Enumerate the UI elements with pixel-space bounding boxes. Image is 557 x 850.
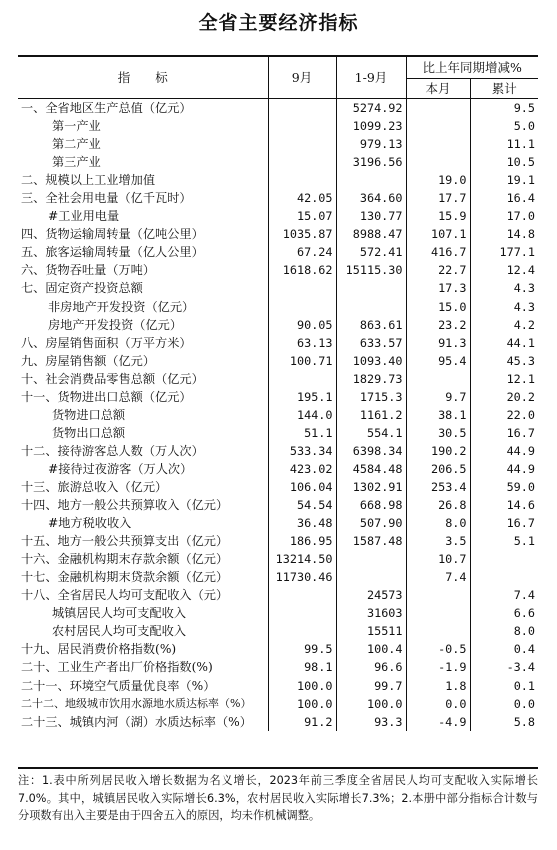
table-row	[18, 334, 538, 352]
cell-ytd: 554.1	[336, 424, 406, 442]
cell-change-cumulative: 44.1	[470, 334, 538, 352]
row-label: 六、货物吞吐量（万吨）	[21, 263, 156, 278]
cell-month: 144.0	[268, 406, 336, 424]
table-body	[18, 99, 538, 731]
cell-month: 423.02	[268, 460, 336, 478]
cell-change-cumulative: 59.0	[470, 478, 538, 496]
table-row	[18, 388, 538, 406]
row-label: 房地产开发投资（亿元）	[48, 317, 183, 332]
table-row	[18, 189, 538, 207]
cell-change-cumulative: 22.0	[470, 406, 538, 424]
table-row	[18, 316, 538, 334]
row-label: 第二产业	[52, 137, 101, 152]
cell-change-month: 253.4	[406, 478, 470, 496]
cell-ytd: 5274.92	[336, 99, 406, 118]
page-title: 全省主要经济指标	[198, 12, 359, 34]
row-label: 十一、货物进出口总额（亿元）	[21, 389, 192, 404]
row-label: 十三、旅游总收入（亿元）	[21, 479, 168, 494]
cell-month: 195.1	[268, 388, 336, 406]
cell-change-cumulative: 44.9	[470, 442, 538, 460]
row-label: 第三产业	[52, 155, 101, 170]
cell-ytd: 863.61	[336, 316, 406, 334]
table-row	[18, 352, 538, 370]
cell-ytd: 1715.3	[336, 388, 406, 406]
row-label: 五、旅客运输周转量（亿人公里）	[21, 245, 204, 260]
cell-month: 1035.87	[268, 225, 336, 243]
cell-month: 100.0	[268, 677, 336, 695]
cell-month	[268, 586, 336, 604]
header-change: 比上年同期增减%	[406, 57, 538, 79]
cell-change-month: 17.3	[406, 279, 470, 297]
cell-month: 1618.62	[268, 261, 336, 279]
cell-month	[268, 171, 336, 189]
cell-ytd: 1829.73	[336, 370, 406, 388]
cell-ytd	[336, 568, 406, 586]
row-label: 四、货物运输周转量（亿吨公里）	[21, 227, 204, 242]
cell-ytd: 668.98	[336, 496, 406, 514]
row-label: 非房地产开发投资（亿元）	[48, 299, 195, 314]
cell-change-cumulative: 19.1	[470, 171, 538, 189]
cell-ytd: 100.4	[336, 640, 406, 658]
cell-ytd	[336, 298, 406, 316]
row-label: 十五、地方一般公共预算支出（亿元）	[21, 534, 229, 549]
cell-month	[268, 135, 336, 153]
table-row	[18, 406, 538, 424]
table-row	[18, 695, 538, 713]
cell-ytd: 1099.23	[336, 117, 406, 135]
cell-month	[268, 117, 336, 135]
cell-change-month: 7.4	[406, 568, 470, 586]
cell-month: 100.71	[268, 352, 336, 370]
cell-ytd: 93.3	[336, 713, 406, 731]
cell-change-cumulative: 8.0	[470, 622, 538, 640]
row-label: 十、社会消费品零售总额（亿元）	[21, 371, 204, 386]
cell-change-cumulative: 45.3	[470, 352, 538, 370]
cell-ytd: 364.60	[336, 189, 406, 207]
cell-change-cumulative: 44.9	[470, 460, 538, 478]
cell-change-cumulative: 6.6	[470, 604, 538, 622]
cell-month: 106.04	[268, 478, 336, 496]
cell-change-cumulative: -3.4	[470, 658, 538, 676]
cell-change-month	[406, 153, 470, 171]
table-row	[18, 586, 538, 604]
cell-change-cumulative: 14.6	[470, 496, 538, 514]
cell-change-month: 15.9	[406, 207, 470, 225]
cell-month: 533.34	[268, 442, 336, 460]
table-row	[18, 279, 538, 297]
row-label: #地方税收收入	[48, 516, 132, 531]
cell-month: 54.54	[268, 496, 336, 514]
cell-month: 100.0	[268, 695, 336, 713]
cell-ytd: 15511	[336, 622, 406, 640]
cell-ytd: 31603	[336, 604, 406, 622]
table-row	[18, 677, 538, 695]
cell-ytd: 8988.47	[336, 225, 406, 243]
cell-month	[268, 279, 336, 297]
cell-ytd: 633.57	[336, 334, 406, 352]
cell-change-cumulative: 10.5	[470, 153, 538, 171]
cell-ytd: 4584.48	[336, 460, 406, 478]
cell-change-cumulative: 9.5	[470, 99, 538, 118]
row-label: 二、规模以上工业增加值	[21, 173, 156, 188]
cell-ytd: 24573	[336, 586, 406, 604]
cell-change-month: 15.0	[406, 298, 470, 316]
cell-month: 186.95	[268, 532, 336, 550]
table-row	[18, 514, 538, 532]
cell-change-cumulative: 16.7	[470, 424, 538, 442]
cell-change-month	[406, 604, 470, 622]
row-label: 货物出口总额	[52, 425, 126, 440]
cell-change-cumulative: 16.4	[470, 189, 538, 207]
cell-change-month: -1.9	[406, 658, 470, 676]
cell-month: 99.5	[268, 640, 336, 658]
cell-ytd: 979.13	[336, 135, 406, 153]
row-label: 货物进口总额	[52, 407, 126, 422]
cell-month	[268, 153, 336, 171]
cell-month: 11730.46	[268, 568, 336, 586]
table-row	[18, 713, 538, 731]
cell-change-month: 19.0	[406, 171, 470, 189]
cell-ytd: 130.77	[336, 207, 406, 225]
cell-ytd: 100.0	[336, 695, 406, 713]
footnote: 注：1.表中所列居民收入增长数据为名义增长，2023年前三季度全省居民人均可支配收入实际增长7.0%。其中，城镇居民收入实际增长6.3%，农村居民收入实际增长7.3%；2.本册中部分指标合计数与分项数有出入主要是由于四舍五入的原因，均未作机械调整。	[18, 774, 538, 822]
cell-change-cumulative: 7.4	[470, 586, 538, 604]
row-label: 八、房屋销售面积（万平方米）	[21, 335, 192, 350]
cell-ytd: 1161.2	[336, 406, 406, 424]
cell-ytd: 15115.30	[336, 261, 406, 279]
cell-month	[268, 298, 336, 316]
table-row	[18, 207, 538, 225]
cell-change-cumulative: 12.4	[470, 261, 538, 279]
cell-month	[268, 622, 336, 640]
table-row	[18, 135, 538, 153]
cell-ytd	[336, 171, 406, 189]
table-row	[18, 117, 538, 135]
cell-change-cumulative: 0.0	[470, 695, 538, 713]
table-row	[18, 261, 538, 279]
cell-ytd: 572.41	[336, 243, 406, 261]
cell-change-month	[406, 135, 470, 153]
cell-month: 98.1	[268, 658, 336, 676]
row-label: 七、固定资产投资总额	[21, 281, 143, 296]
cell-change-cumulative: 17.0	[470, 207, 538, 225]
cell-change-month: 30.5	[406, 424, 470, 442]
cell-change-month: 9.7	[406, 388, 470, 406]
cell-change-month	[406, 117, 470, 135]
cell-change-month: 10.7	[406, 550, 470, 568]
cell-change-cumulative: 12.1	[470, 370, 538, 388]
row-label: 十二、接待游客总人数（万人次）	[21, 443, 204, 458]
cell-change-cumulative: 5.1	[470, 532, 538, 550]
cell-change-month: -4.9	[406, 713, 470, 731]
cell-ytd: 96.6	[336, 658, 406, 676]
cell-month: 42.05	[268, 189, 336, 207]
row-label: 一、全省地区生产总值（亿元）	[21, 101, 192, 115]
cell-month: 67.24	[268, 243, 336, 261]
cell-change-cumulative: 177.1	[470, 243, 538, 261]
cell-change-month	[406, 586, 470, 604]
indicators-table	[18, 57, 538, 731]
table-bottom-rule	[18, 767, 538, 769]
cell-change-month: 23.2	[406, 316, 470, 334]
row-label: 十九、居民消费价格指数(%)	[21, 642, 177, 657]
cell-month: 51.1	[268, 424, 336, 442]
cell-change-month: 91.3	[406, 334, 470, 352]
cell-change-cumulative: 11.1	[470, 135, 538, 153]
row-label: 第一产业	[52, 119, 101, 134]
table-row	[18, 153, 538, 171]
cell-change-month: 95.4	[406, 352, 470, 370]
cell-change-month: 206.5	[406, 460, 470, 478]
cell-change-cumulative	[470, 550, 538, 568]
table-row	[18, 171, 538, 189]
cell-ytd: 1302.91	[336, 478, 406, 496]
row-label: 十七、金融机构期末贷款余额（亿元）	[21, 570, 229, 585]
cell-change-month: 26.8	[406, 496, 470, 514]
table-row	[18, 298, 538, 316]
cell-month: 91.2	[268, 713, 336, 731]
cell-change-month: 17.7	[406, 189, 470, 207]
cell-change-month: 0.0	[406, 695, 470, 713]
header-this-month: 本月	[406, 79, 470, 99]
row-label: #接待过夜游客（万人次）	[48, 461, 193, 476]
cell-change-cumulative: 4.2	[470, 316, 538, 334]
cell-ytd	[336, 550, 406, 568]
table-row	[18, 225, 538, 243]
cell-ytd	[336, 279, 406, 297]
cell-month	[268, 99, 336, 118]
cell-change-month: 38.1	[406, 406, 470, 424]
cell-ytd: 99.7	[336, 677, 406, 695]
cell-change-month: 1.8	[406, 677, 470, 695]
table-row	[18, 370, 538, 388]
row-label: 十六、金融机构期末存款余额（亿元）	[21, 552, 229, 567]
header-indicator: 指 标	[18, 57, 268, 99]
cell-change-cumulative: 16.7	[470, 514, 538, 532]
cell-change-month	[406, 99, 470, 118]
row-label: 九、房屋销售额（亿元）	[21, 353, 156, 368]
table-row	[18, 532, 538, 550]
table-row	[18, 604, 538, 622]
header-month: 9月	[268, 57, 336, 99]
table-row	[18, 550, 538, 568]
table-row	[18, 99, 538, 118]
table-row	[18, 478, 538, 496]
cell-change-month: 416.7	[406, 243, 470, 261]
row-label: 三、全社会用电量（亿千瓦时）	[21, 191, 192, 206]
cell-month: 36.48	[268, 514, 336, 532]
row-label: 十四、地方一般公共预算收入（亿元）	[21, 498, 229, 513]
cell-month: 13214.50	[268, 550, 336, 568]
cell-ytd: 6398.34	[336, 442, 406, 460]
table-row	[18, 442, 538, 460]
cell-change-cumulative: 4.3	[470, 298, 538, 316]
cell-ytd: 1587.48	[336, 532, 406, 550]
row-label: #工业用电量	[48, 209, 120, 224]
cell-month	[268, 604, 336, 622]
header-ytd: 1-9月	[336, 57, 406, 99]
cell-change-cumulative: 0.1	[470, 677, 538, 695]
table-row	[18, 496, 538, 514]
row-label: 二十三、城镇内河（湖）水质达标率（%）	[21, 714, 252, 729]
row-label: 农村居民人均可支配收入	[52, 624, 187, 639]
cell-change-month	[406, 622, 470, 640]
row-label: 二十一、环境空气质量优良率（%）	[21, 678, 216, 693]
cell-change-month: 190.2	[406, 442, 470, 460]
table-row	[18, 460, 538, 478]
cell-change-cumulative: 20.2	[470, 388, 538, 406]
cell-change-cumulative: 14.8	[470, 225, 538, 243]
cell-change-cumulative: 5.8	[470, 713, 538, 731]
row-label: 城镇居民人均可支配收入	[52, 606, 187, 621]
cell-change-month: 8.0	[406, 514, 470, 532]
cell-month	[268, 370, 336, 388]
table-row	[18, 658, 538, 676]
cell-month: 90.05	[268, 316, 336, 334]
table-row	[18, 640, 538, 658]
cell-month: 63.13	[268, 334, 336, 352]
table-row	[18, 424, 538, 442]
cell-change-cumulative	[470, 568, 538, 586]
table-row	[18, 568, 538, 586]
cell-month: 15.07	[268, 207, 336, 225]
row-label: 二十二、地级城市饮用水源地水质达标率（%）	[21, 696, 252, 710]
cell-ytd: 507.90	[336, 514, 406, 532]
cell-change-month: 3.5	[406, 532, 470, 550]
cell-change-cumulative: 4.3	[470, 279, 538, 297]
header-cumulative: 累计	[470, 79, 538, 99]
table-row	[18, 243, 538, 261]
row-label: 十八、全省居民人均可支配收入（元）	[21, 588, 229, 603]
cell-change-month: -0.5	[406, 640, 470, 658]
row-label: 二十、工业生产者出厂价格指数(%)	[21, 660, 213, 675]
cell-change-cumulative: 5.0	[470, 117, 538, 135]
cell-change-month: 107.1	[406, 225, 470, 243]
cell-change-month: 22.7	[406, 261, 470, 279]
cell-ytd: 3196.56	[336, 153, 406, 171]
cell-change-cumulative: 0.4	[470, 640, 538, 658]
cell-change-month	[406, 370, 470, 388]
cell-ytd: 1093.40	[336, 352, 406, 370]
table-row	[18, 622, 538, 640]
